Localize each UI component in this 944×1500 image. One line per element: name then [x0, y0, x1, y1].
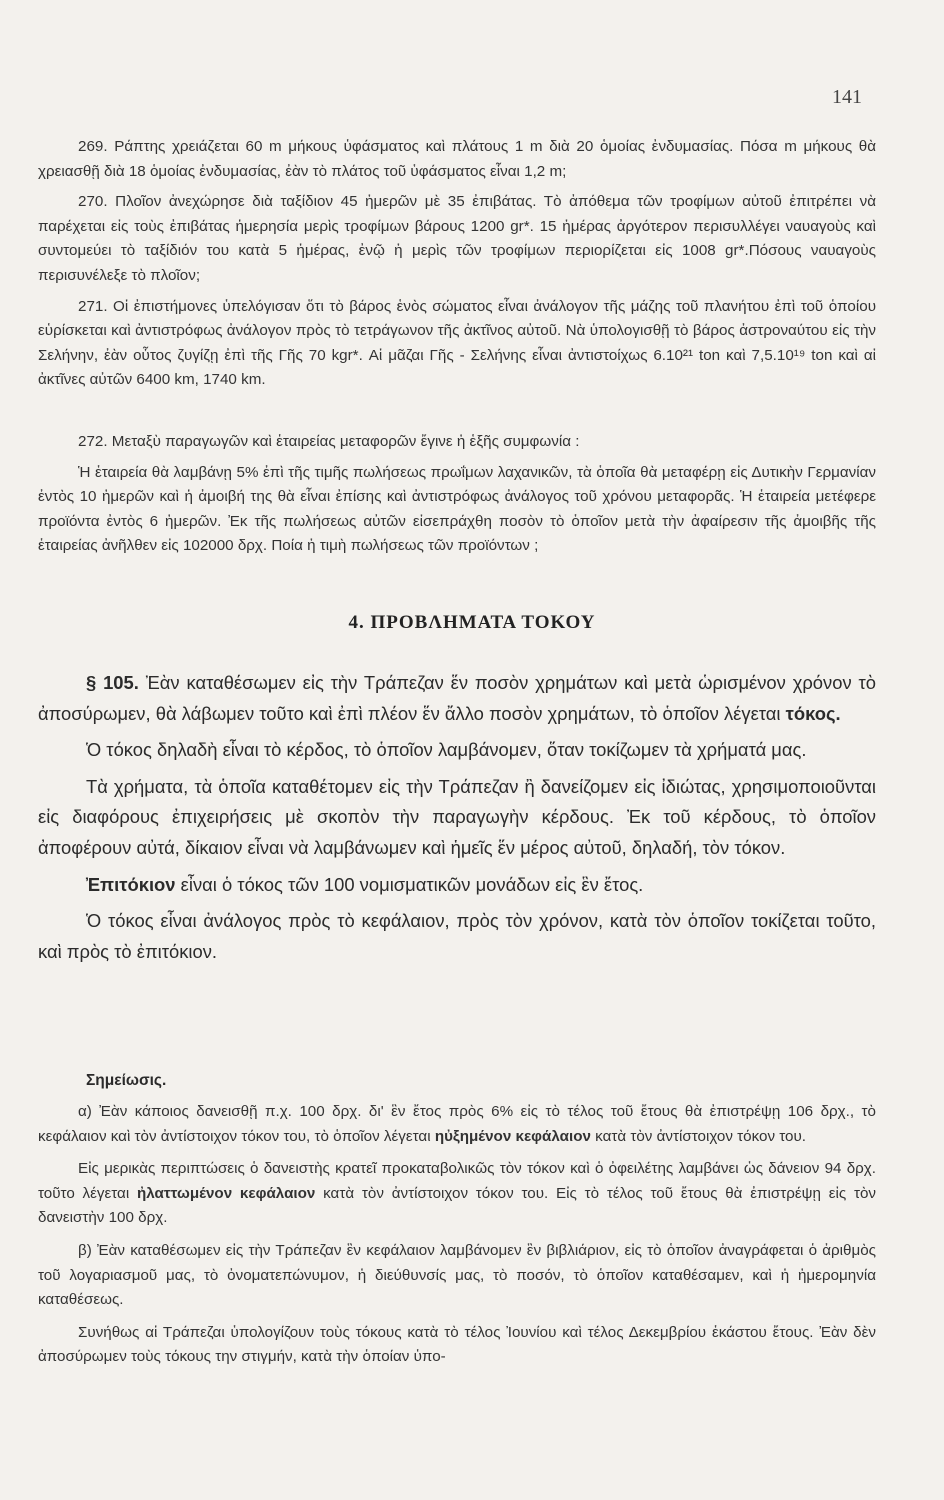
- problem-272: [38, 430, 876, 455]
- note-text: α) Ἐὰν κάποιος δανεισθῇ π.χ. 100 δρχ. δι' ἓν ἔτος πρὸς 6% εἰς τὸ τέλος τοῦ ἔτους θὰ ἐπιστρέψῃ 106 δρχ., τὸ κεφάλαιον καὶ τὸν ἀντίστοιχον τόκον του, τὸ ὁποῖον λέγεται: [38, 1103, 876, 1145]
- problem-number: 270.: [78, 193, 108, 211]
- paragraph-text: Ἐὰν καταθέσωμεν εἰς τὴν Τράπεζαν ἕν ποσὸν χρημάτων καὶ μετὰ ὡρισμένον χρόνον τὸ ἀποσύρωμεν, θὰ λάβωμεν τοῦτο καὶ ἐπὶ πλέον ἕν ἄλλο ποσὸν χρημάτων, τὸ ὁποῖον λέγεται: [38, 672, 876, 724]
- section-paragraph: Ὁ τόκος δηλαδὴ εἶναι τὸ κέρδος, τὸ ὁποῖον λαμβάνομεν, ὅταν τοκίζωμεν τὰ χρήματά μας.: [86, 739, 807, 761]
- problem-269: [38, 135, 876, 184]
- problem-number: 269.: [78, 138, 108, 155]
- problem-272-block: [38, 430, 876, 565]
- section-paragraph: Ὁ τόκος εἶναι ἀνάλογος πρὸς τὸ κεφάλαιον, πρὸς τὸν χρόνον, κατὰ τὸν ὁποῖον τοκίζεται τοῦτο, καὶ πρὸς τὸ ἐπιτόκιον.: [38, 910, 876, 962]
- note-a: [38, 1100, 876, 1149]
- section-105: [38, 668, 876, 973]
- problem-272-body: Ἡ ἑταιρεία θὰ λαμβάνῃ 5% ἐπὶ τῆς τιμῆς πωλήσεως πρωΐμων λαχανικῶν, τὰ ὁποῖα θὰ μεταφέρῃ εἰς Δυτικὴν Γερμανίαν ἐντὸς 10 ἡμερῶν καὶ ἡ ἀμοιβή της θὰ εἶναι ἐπίσης καὶ ἀντιστρόφως ἀνάλογος τοῦ χρόνου μεταφορᾶς. Ἡ ἑταιρεία μετέφερε προϊόντα ἐντὸς 6 ἡμερῶν. Ἐκ τῆς πωλήσεως αὐτῶν εἰσεπράχθη ποσὸν τὸ ὁποῖον μετὰ τὴν ἀφαίρεσιν τῆς ἀμοιβῆς τῆς ἑταιρείας ἀνῆλθεν εἰς 102000 δρχ. Ποία ἡ τιμὴ πωλήσεως τῶν προϊόντων ;: [38, 463, 876, 555]
- problem-text: Ράπτης χρειάζεται 60 m μήκους ὑφάσματος καὶ πλάτους 1 m διὰ 20 ὁμοίας ἐνδυμασίας. Πόσα m μήκους θὰ χρειασθῇ διὰ 18 ὁμοίας ἐνδυμασίας, ἐὰν τὸ πλάτος τοῦ ὑφάσματος εἶναι 1,2 m;: [38, 138, 876, 180]
- term-epitokion: Ἐπιτόκιον: [86, 873, 176, 895]
- paragraph-text: εἶναι ὁ τόκος τῶν 100 νομισματικῶν μονάδων εἰς ἓν ἔτος.: [180, 873, 644, 895]
- section-paragraph: Τὰ χρήματα, τὰ ὁποῖα καταθέτομεν εἰς τὴν Τράπεζαν ἢ δανείζομεν εἰς ἰδιώτας, χρησιμοποιοῦνται εἰς διαφόρους ἐπιχειρήσεις μὲ σκοπὸν τὴν παραγωγὴν κέρδους. Ἐκ τοῦ κέρδους, τὸ ὁποῖον ἀποφέρουν αὐτά, δίκαιον εἶναι νὰ λαμβάνωμεν καὶ ἡμεῖς ἕν μέρος αὐτοῦ, δηλαδή, τὸν τόκον.: [38, 775, 876, 858]
- notes-block: [38, 1100, 876, 1378]
- section-heading: 4. ΠΡΟΒΛΗΜΑΤΑ ΤΟΚΟΥ: [348, 612, 596, 633]
- problem-270: [38, 190, 876, 288]
- page-number: 141: [832, 86, 862, 108]
- section-paragraph: [38, 870, 876, 901]
- problem-number: 271.: [78, 297, 108, 315]
- term-increased-capital: ηὐξημένον κεφάλαιον: [434, 1127, 591, 1145]
- problem-271: [38, 295, 876, 393]
- problem-text: Πλοῖον ἀνεχώρησε διὰ ταξίδιον 45 ἡμερῶν μὲ 35 ἐπιβάτας. Τὸ ἀπόθεμα τῶν τροφίμων αὐτοῦ ἐπιτρέπει νὰ παρέχεται εἰς τοὺς ἐπιβάτας ἡμερησία μερὶς τροφίμων βάρους 1200 gr*. 15 ἡμέρας ἀργότερον περισυλλέγει ναυαγοὺς καὶ συντομεύει τὸ ταξίδιόν του κατὰ 5 ἡμέρας, ἐνῷ ἡ μερὶς τῶν τροφίμων περιορίζεται εἰς 1008 gr*.Πόσους ναυαγοὺς περισυνέλεξε τὸ πλοῖον;: [38, 193, 876, 284]
- section-number: § 105.: [86, 672, 139, 693]
- problem-text: Μεταξὺ παραγωγῶν καὶ ἑταιρείας μεταφορῶν ἔγινε ἡ ἑξῆς συμφωνία :: [111, 433, 580, 450]
- note-text: κατὰ τὸν ἀντίστοιχον τόκον του. Εἰς τὸ τέλος τοῦ ἔτους θὰ ἐπιστρέψῃ εἰς τὸν δανειστὴν 100 δρχ.: [38, 1184, 876, 1227]
- note-b: β) Ἐὰν καταθέσωμεν εἰς τὴν Τράπεζαν ἓν κεφάλαιον λαμβάνομεν ἓν βιβλιάριον, εἰς τὸ ὁποῖον ἀναγράφεται ὁ ἀριθμὸς τοῦ λογαριασμοῦ μας, τὸ ὀνοματεπώνυμον, ἡ διεύθυνσίς μας, τὸ ποσόν, τὸ ὁποῖον καταθέσαμεν, καὶ ἡ ἡμερομηνία καταθέσεως.: [38, 1241, 876, 1309]
- problems-block: [38, 135, 876, 399]
- term-tokos: τόκος.: [785, 702, 841, 724]
- problem-number: 272.: [78, 433, 108, 450]
- note-b2: Συνήθως αἱ Τράπεζαι ὑπολογίζουν τοὺς τόκους κατὰ τὸ τέλος Ἰουνίου καὶ τέλος Δεκεμβρίου ἑκάστου ἔτους. Ἐὰν δὲν ἀποσύρωμεν τοὺς τόκους την στιγμήν, κατὰ τὴν ὁποίαν ὑπο-: [38, 1323, 876, 1366]
- note-text: κατὰ τὸν ἀντίστοιχον τόκον του.: [595, 1127, 807, 1145]
- note-text: Εἰς μερικὰς περιπτώσεις ὁ δανειστὴς κρατεῖ προκαταβολικῶς τὸν τόκον καὶ ὁ ὀφειλέτης λαμβάνει ὡς δάνειον 94 δρχ. τοῦτο λέγεται: [38, 1160, 876, 1202]
- note-a2: [38, 1157, 876, 1231]
- problem-text: Οἱ ἐπιστήμονες ὑπελόγισαν ὅτι τὸ βάρος ἑνὸς σώματος εἶναι ἀνάλογον τῆς μάζης τοῦ πλανήτου ἐπὶ τοῦ ὁποίου εὑρίσκεται καὶ ἀντιστρόφως ἀνάλογον πρὸς τὸ τετράγωνον τῆς ἀκτῖνος αὐτοῦ. Νὰ ὑπολογισθῇ τὸ βάρος ἀστροναύτου εἰς τὴν Σελήνην, ἐὰν οὗτος ζυγίζῃ ἐπὶ τῆς Γῆς 70 kgr*. Αἱ μᾶζαι Γῆς - Σελήνης εἶναι ἀντιστοίχως 6.10²¹ ton καὶ 7,5.10¹⁹ ton καὶ αἱ ἀκτῖνες αὐτῶν 6400 km, 1740 km.: [38, 297, 876, 389]
- section-paragraph: [38, 668, 876, 729]
- term-reduced-capital: ἠλαττωμένον κεφάλαιον: [137, 1184, 316, 1202]
- notes-title: Σημείωσις.: [86, 1072, 167, 1089]
